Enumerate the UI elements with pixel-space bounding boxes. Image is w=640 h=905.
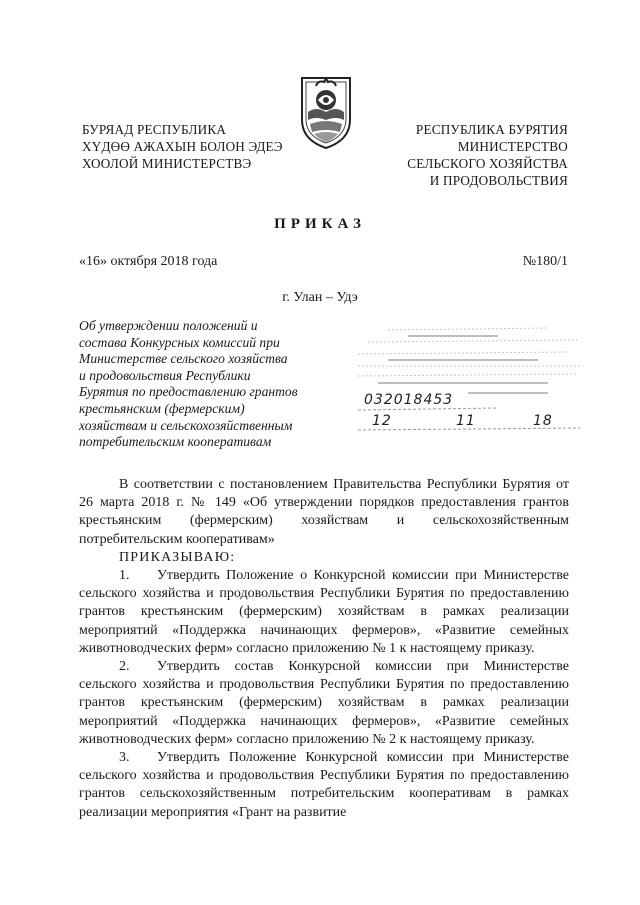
stamp-year: 18 [533, 413, 553, 429]
city-line: г. Улан – Удэ [282, 290, 358, 305]
subject-line: состава Конкурсных комиссий при [79, 334, 280, 350]
order-item-text: Утвердить состав Конкурсной комиссии при Министерстве сельского хозяйства и продовольствия Республики Бурятия по предоставлению грантов крестьянским (фермерским) хозяйствам в рамках реализации мероприятий «Поддержка начинающих фермеров», «Развитие семейных животноводческих ферм» согласно приложению № 2 к настоящему приказу. [79, 659, 569, 747]
document-title: ПРИКАЗ [274, 216, 366, 232]
stamp-month: 11 [456, 413, 476, 429]
header-left-line: ХҮДӨӨ АЖАХЫН БОЛОН ЭДЕЭ [82, 139, 283, 154]
header-left-line: БУРЯАД РЕСПУБЛИКА [82, 122, 227, 137]
order-item [79, 567, 569, 658]
preamble-paragraph: В соответствии с постановлением Правительства Республики Бурятия от 26 марта 2018 г. № 149 «Об утверждении порядков предоставления грантов крестьянским (фермерским) хозяйствам и сельскохозяйственным потребительским кооперативам» [79, 477, 569, 547]
header-left-line: ХООЛОЙ МИНИСТЕРСТВЭ [82, 156, 252, 171]
subject-line: Бурятия по предоставлению грантов [79, 384, 298, 400]
order-number: №180/1 [522, 254, 568, 269]
order-item-number: 3. [119, 750, 130, 766]
header-right-line: РЕСПУБЛИКА БУРЯТИЯ [415, 122, 568, 137]
order-item-text: Утвердить Положение о Конкурсной комиссии при Министерстве сельского хозяйства и продовольствия Республики Бурятия по предоставлению грантов крестьянским (фермерским) хозяйствам в рамках реализации мероприятий «Поддержка начинающих фермеров», «Развитие семейных животноводческих ферм» согласно приложению № 1 к настоящему приказу. [79, 568, 569, 656]
subject-line: крестьянским (фермерским) [79, 400, 245, 416]
buryatia-coat-of-arms-icon [298, 70, 354, 150]
stamp-reg-number: 032018453 [364, 392, 454, 408]
header-right-line: И ПРОДОВОЛЬСТВИЯ [429, 173, 568, 188]
order-item [79, 749, 569, 822]
subject-line: Министерстве сельского хозяйства [79, 351, 288, 367]
order-item [79, 658, 569, 749]
order-item-text: Утвердить Положение Конкурсной комиссии при Министерстве сельского хозяйства и продовольствия Республики Бурятия по предоставлению грантов сельскохозяйственным потребительским кооперативам в рамках реализации мероприятия «Грант на развитие [79, 750, 569, 820]
stamp-day: 12 [372, 413, 392, 429]
subject-line: и продовольствия Республики [79, 367, 251, 383]
header-left-block [82, 121, 283, 172]
subject-line: хозяйствам и сельскохозяйственным [79, 417, 293, 433]
subject-line: потребительским кооперативам [79, 434, 272, 450]
order-body [79, 476, 569, 822]
subject-line: Об утверждении положений и [79, 318, 258, 333]
registration-stamp [348, 322, 588, 462]
order-item-number: 2. [119, 659, 130, 675]
order-date: «16» октября 2018 года [79, 254, 218, 269]
header-right-line: МИНИСТЕРСТВО [457, 139, 568, 154]
header-right-line: СЕЛЬСКОГО ХОЗЯЙСТВА [407, 156, 568, 171]
order-subject [79, 318, 339, 451]
order-item-number: 1. [119, 568, 130, 584]
header-right-block [407, 121, 568, 189]
order-word: ПРИКАЗЫВАЮ: [119, 549, 236, 565]
